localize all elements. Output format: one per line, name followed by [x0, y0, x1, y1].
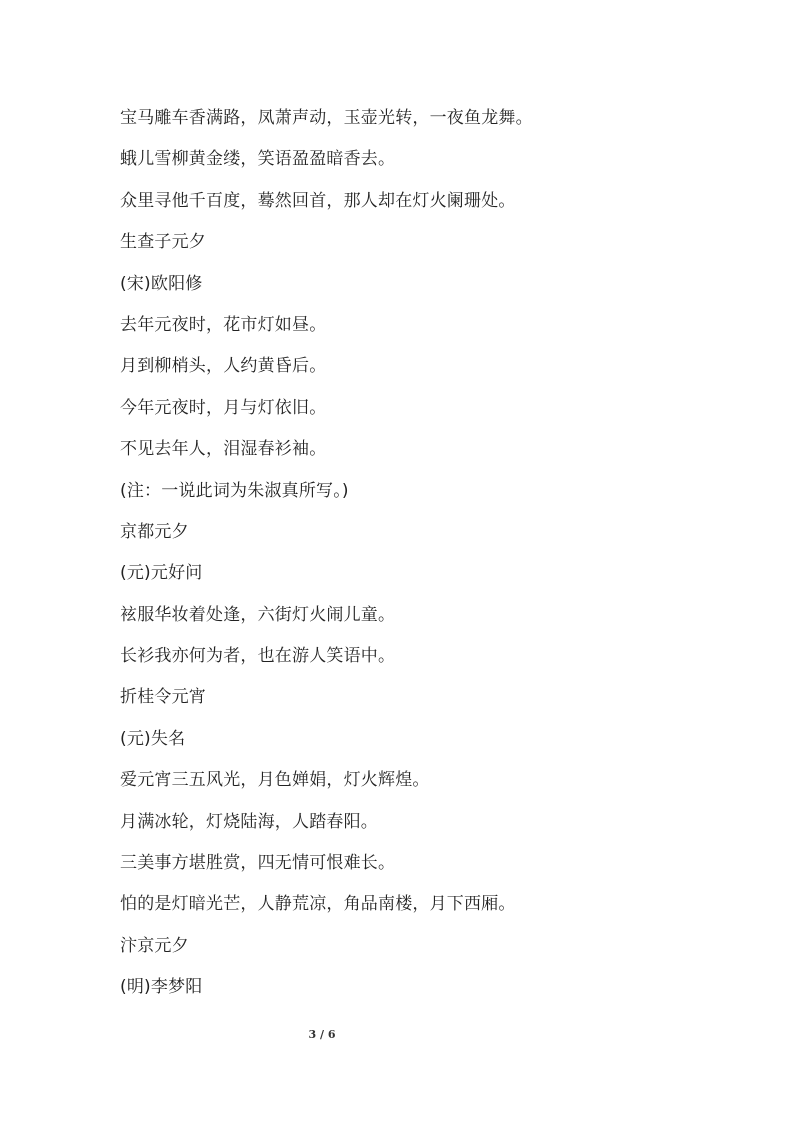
- poem-author: (元)失名: [120, 728, 186, 749]
- text-line: 蛾儿雪柳黄金缕，笑语盈盈暗香去。: [120, 149, 396, 170]
- text-line: 怕的是灯暗光芒，人静荒凉，角品南楼，月下西厢。: [120, 894, 516, 915]
- text-line: 袨服华妆着处逢，六街灯火闹儿童。: [120, 604, 396, 625]
- poem-title: 京都元夕: [120, 521, 189, 542]
- poem-author: (明)李梦阳: [120, 977, 203, 998]
- text-line: 不见去年人，泪湿春衫袖。: [120, 439, 327, 460]
- text-line: 长衫我亦何为者，也在游人笑语中。: [120, 646, 396, 667]
- text-line: 众里寻他千百度，蓦然回首，那人却在灯火阑珊处。: [120, 190, 516, 211]
- poem-title: 生查子元夕: [120, 232, 206, 253]
- poem-title: 汴京元夕: [120, 935, 189, 956]
- annotation-note: (注：一说此词为朱淑真所写。): [120, 480, 349, 501]
- poem-author: (宋)欧阳修: [120, 273, 203, 294]
- text-line: 宝马雕车香满路，凤萧声动，玉壶光转，一夜鱼龙舞。: [120, 108, 533, 128]
- text-line: 今年元夜时，月与灯依旧。: [120, 397, 327, 418]
- poem-author: (元)元好问: [120, 563, 203, 584]
- text-line: 月到柳梢头，人约黄昏后。: [120, 356, 327, 377]
- text-line: 去年元夜时，花市灯如昼。: [120, 314, 327, 335]
- text-line: 月满冰轮，灯烧陆海，人踏春阳。: [120, 811, 378, 832]
- page-number: 3 / 6: [308, 1028, 336, 1041]
- poem-text-body: [120, 104, 720, 1015]
- poem-title: 折桂令元宵: [120, 687, 206, 708]
- text-line: 爱元宵三五风光，月色婵娟，灯火辉煌。: [120, 770, 430, 791]
- text-line: 三美事方堪胜赏，四无情可恨难长。: [120, 853, 396, 874]
